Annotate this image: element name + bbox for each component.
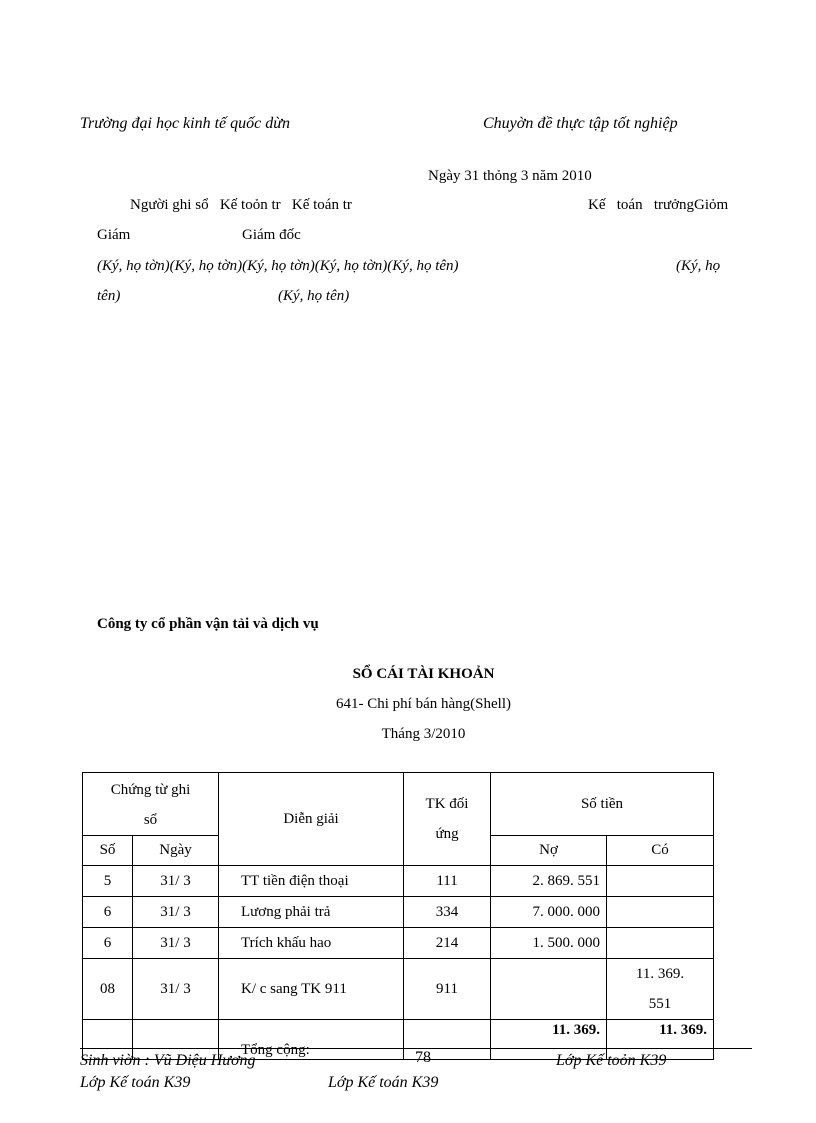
- signature-role-giam: Giám: [97, 227, 131, 243]
- cell-debit: 2. 869. 551: [491, 866, 607, 897]
- footer-class-mid: Lớp Kế toán K39: [328, 1074, 439, 1091]
- table-row: [83, 866, 714, 897]
- header-amount: Số tiền: [491, 773, 714, 836]
- cell-credit: [607, 959, 714, 1020]
- cell-date: 31/ 3: [133, 897, 219, 928]
- cell-date: 31/ 3: [133, 959, 219, 1020]
- cell-number: 6: [83, 897, 133, 928]
- cell-description: TT tiền điện thoại: [219, 866, 404, 897]
- signature-role-director: Giám đốc: [242, 227, 301, 243]
- table-row: [83, 928, 714, 959]
- cell-account: 214: [404, 928, 491, 959]
- cell-description: Trích khấu hao: [219, 928, 404, 959]
- company-name: Công ty cổ phần vận tải và dịch vụ: [97, 616, 319, 632]
- cell-credit-line2: 551: [648, 996, 672, 1012]
- signature-sign-hint-director: (Ký, họ tên): [278, 288, 350, 304]
- cell-credit: [607, 928, 714, 959]
- signature-sign-hints: (Ký, họ tờn)(Ký, họ tờn)(Ký, họ tờn)(Ký, họ tờn)(Ký, họ tên): [97, 258, 459, 274]
- total-debit: 11. 369.: [491, 1020, 607, 1060]
- header-date: Ngày: [133, 836, 219, 866]
- cell-debit: 7. 000. 000: [491, 897, 607, 928]
- header-debit: Nợ: [491, 836, 607, 866]
- signature-roles-left: Người ghi sổ Kế toỏn tr Kế toán tr: [130, 197, 352, 213]
- cell-description: Lương phải trả: [219, 897, 404, 928]
- cell-number: 08: [83, 959, 133, 1020]
- signature-sign-hint-cont: tên): [97, 288, 121, 304]
- footer-student: Sinh viờn : Vũ Diệu Hương: [80, 1052, 256, 1069]
- signature-sign-hint-right: (Ký, họ: [676, 258, 721, 274]
- table-row: [83, 897, 714, 928]
- ledger-account: 641- Chi phí bán hàng(Shell): [336, 696, 511, 712]
- cell-number: 5: [83, 866, 133, 897]
- header-description: Diễn giải: [219, 773, 404, 866]
- header-school: Trường đại học kinh tế quốc dừn: [80, 115, 290, 132]
- footer-class-left: Lớp Kế toán K39: [80, 1074, 191, 1091]
- cell-debit: 1. 500. 000: [491, 928, 607, 959]
- footer-page-number: 78: [415, 1049, 431, 1066]
- cell-debit: [491, 959, 607, 1020]
- header-voucher: [83, 773, 219, 836]
- cell-date: 31/ 3: [133, 866, 219, 897]
- ledger-title: SỔ CÁI TÀI KHOẢN: [352, 666, 495, 682]
- signature-date: Ngày 31 thỏng 3 năm 2010: [428, 168, 592, 184]
- ledger-table: [82, 772, 714, 1060]
- cell-description: K/ c sang TK 911: [219, 959, 404, 1020]
- header-report-title: Chuyờn đề thực tập tốt nghiệp: [483, 115, 678, 132]
- header-voucher-line2: sổ: [143, 812, 158, 828]
- cell-credit: [607, 866, 714, 897]
- footer-class-right: Lớp Kế toỏn K39: [556, 1052, 667, 1069]
- table-row: [83, 959, 714, 1020]
- header-number: Số: [83, 836, 133, 866]
- total-label: Tổng cộng:: [219, 1020, 404, 1060]
- header-credit: Có: [607, 836, 714, 866]
- cell-account: 911: [404, 959, 491, 1020]
- cell-date: 31/ 3: [133, 928, 219, 959]
- cell-credit-line1: 11. 369.: [635, 966, 685, 982]
- header-account: [404, 773, 491, 866]
- header-account-line2: ứng: [435, 826, 459, 842]
- ledger-month: Tháng 3/2010: [381, 726, 466, 742]
- cell-number: 6: [83, 928, 133, 959]
- total-credit: 11. 369.: [607, 1020, 714, 1060]
- cell-credit: [607, 897, 714, 928]
- cell-account: 334: [404, 897, 491, 928]
- header-voucher-line1: Chứng từ ghi: [110, 782, 191, 798]
- header-account-line1: TK đối: [425, 796, 469, 812]
- signature-roles-right: Kế toán trưởngGiỏm: [588, 197, 729, 213]
- cell-account: 111: [404, 866, 491, 897]
